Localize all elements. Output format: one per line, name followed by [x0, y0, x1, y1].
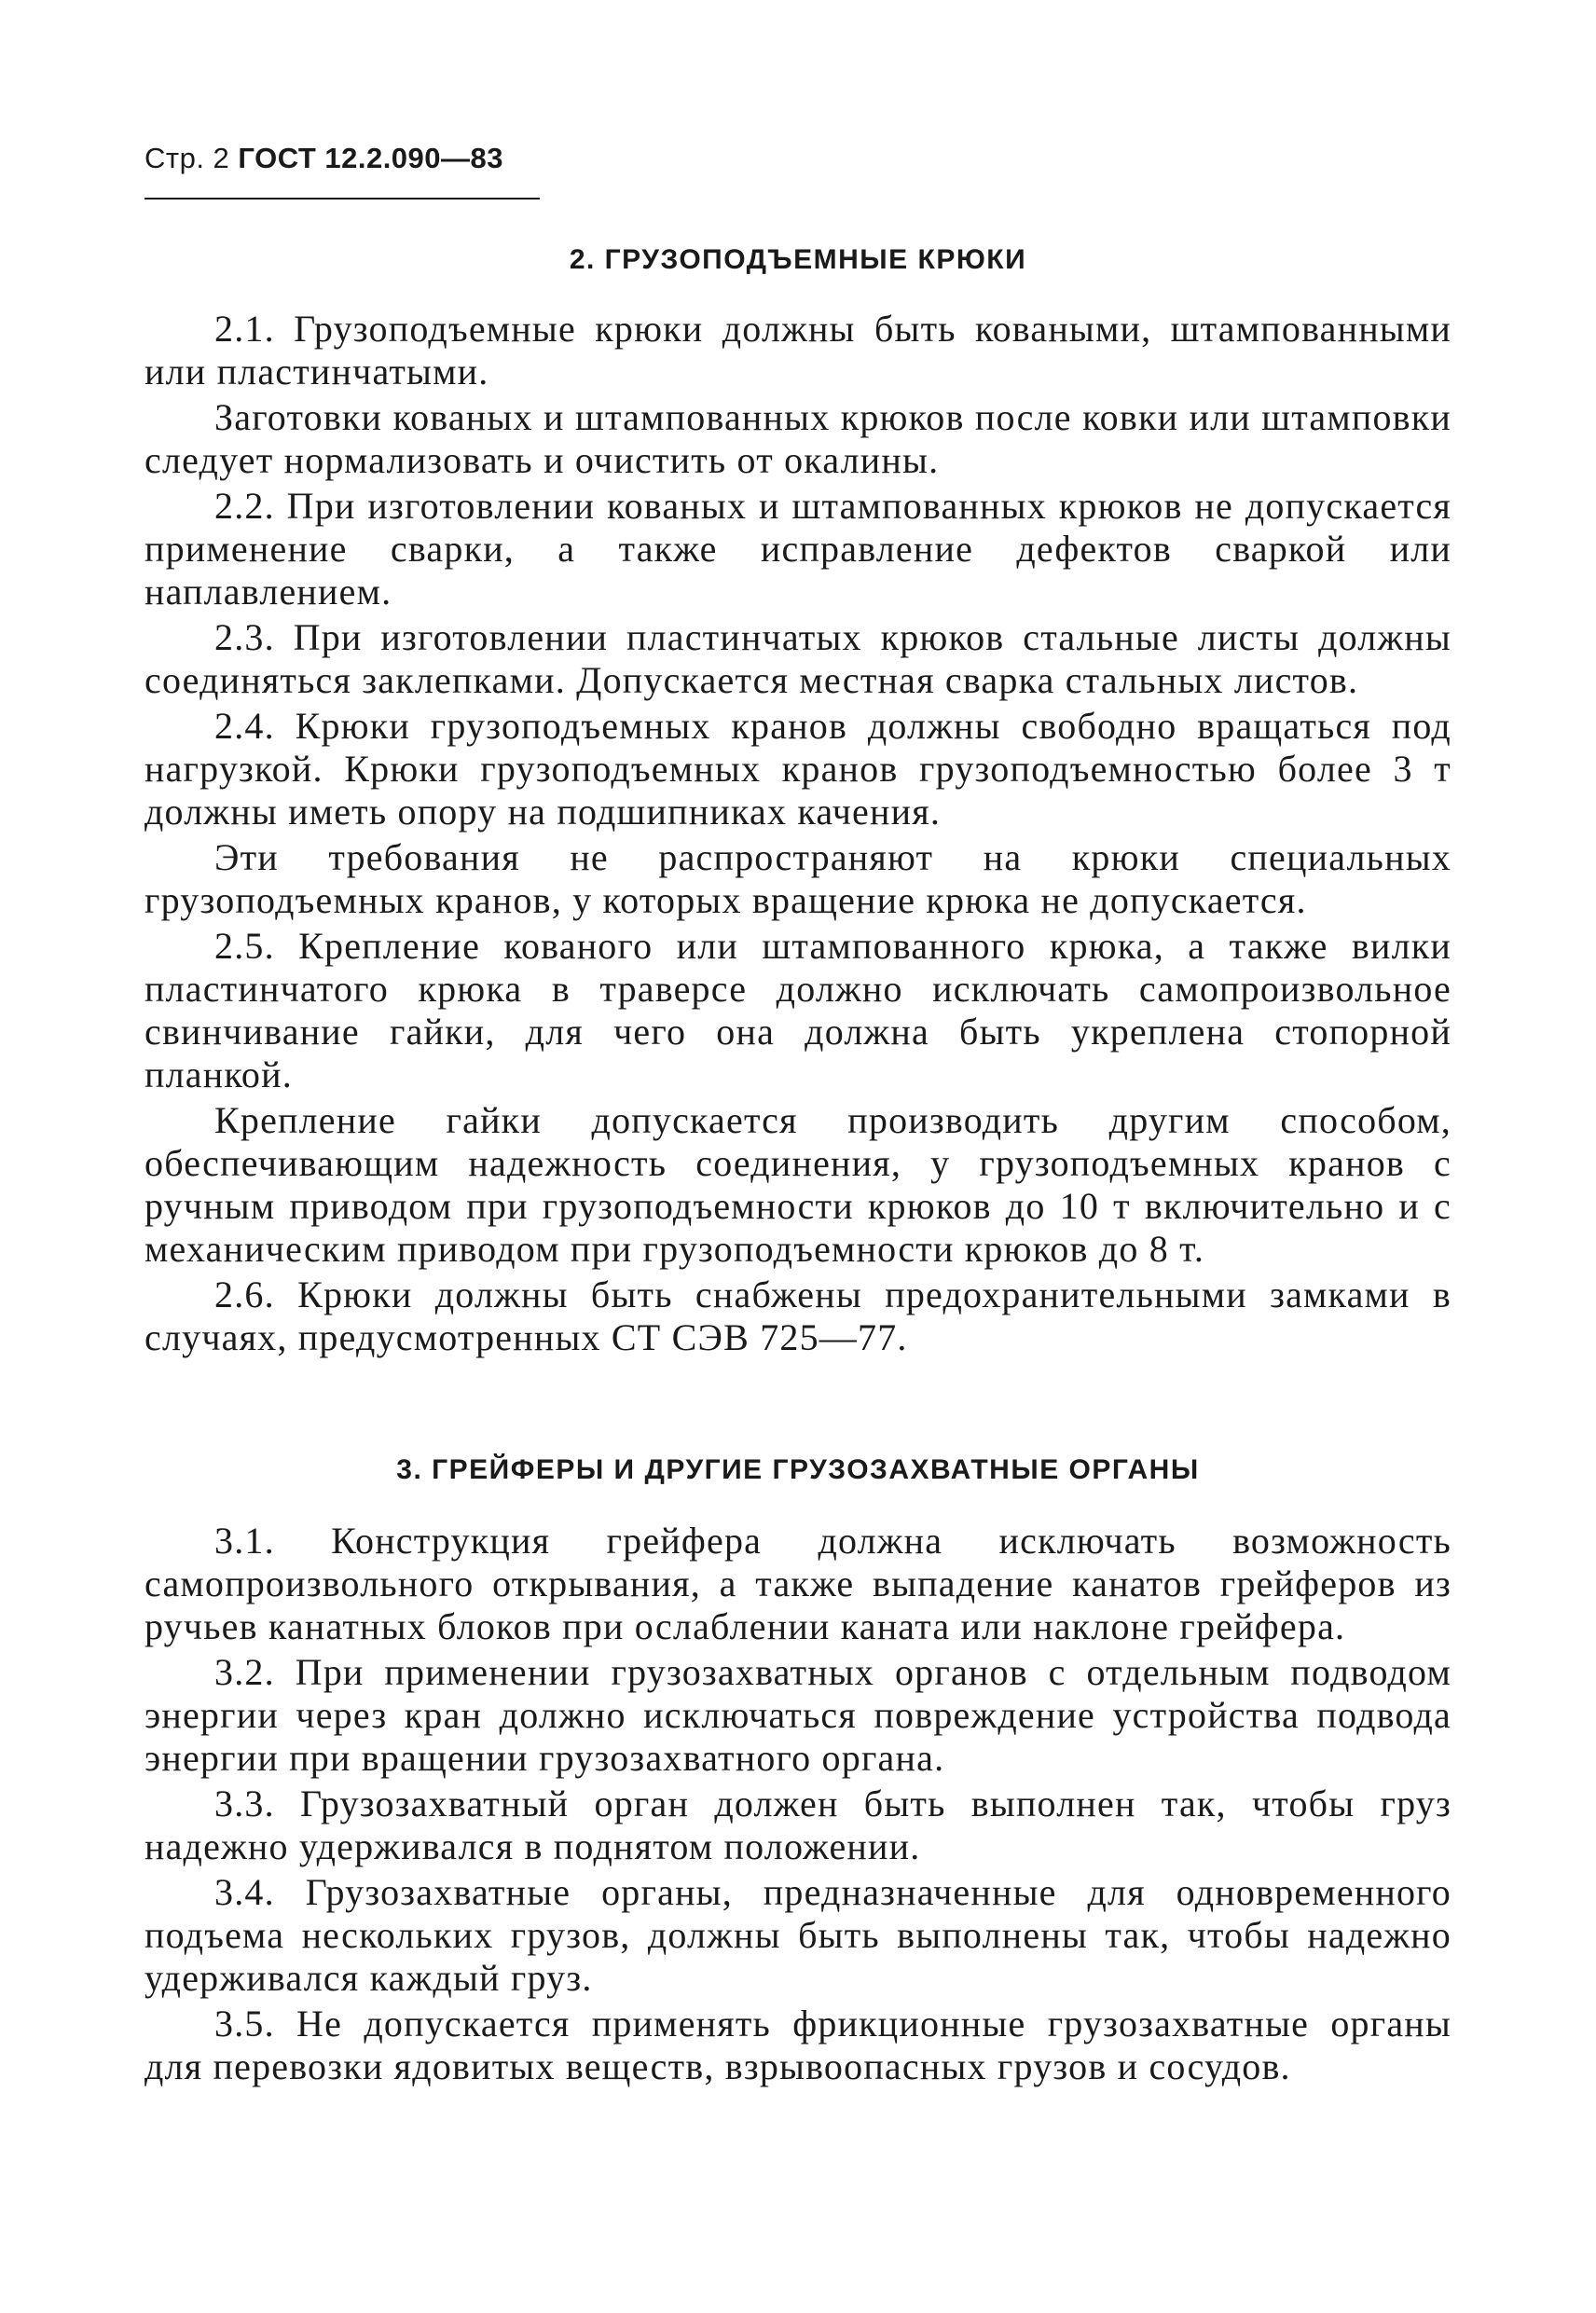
page-label: Стр. 2: [144, 142, 230, 174]
paragraph-3-3: 3.3. Грузозахватный орган должен быть выполнен так, чтобы груз надежно удерживался в поднятом положении.: [144, 1783, 1452, 1867]
running-header: [144, 142, 503, 175]
section-3-title: 3. ГРЕЙФЕРЫ И ДРУГИЕ ГРУЗОЗАХВАТНЫЕ ОРГАНЫ: [396, 1454, 1200, 1485]
section-3-body: [144, 1520, 1452, 2088]
standard-number: ГОСТ 12.2.090—83: [238, 142, 504, 174]
paragraph-2-1-cont: Заготовки кованых и штампованных крюков после ковки или штамповки следует нормализовать и очистить от окалины.: [144, 396, 1452, 481]
paragraph-3-1: 3.1. Конструкция грейфера должна исключать возможность самопроизвольного открывания, а также выпадение канатов грейферов из ручьев канатных блоков при ослаблении каната или наклоне грейфера.: [144, 1520, 1452, 1647]
paragraph-3-4: 3.4. Грузозахватные органы, предназначенные для одновременного подъема нескольких грузов, должны быть выполнены так, чтобы надежно удерживался каждый груз.: [144, 1871, 1452, 1999]
paragraph-2-4: 2.4. Крюки грузоподъемных кранов должны свободно вращаться под нагрузкой. Крюки грузоподъемных кранов грузоподъемностью более 3 т должны иметь опору на подшипниках качения.: [144, 705, 1452, 833]
paragraph-3-5: 3.5. Не допускается применять фрикционные грузозахватные органы для перевозки ядовитых веществ, взрывоопасных грузов и сосудов.: [144, 2003, 1452, 2087]
section-2-body: [144, 308, 1452, 1359]
paragraph-2-6: 2.6. Крюки должны быть снабжены предохранительными замками в случаях, предусмотренных СТ СЭВ 725—77.: [144, 1274, 1452, 1358]
paragraph-2-5: 2.5. Крепление кованого или штампованного крюка, а также вилки пластинчатого крюка в траверсе должно исключать самопроизвольное свинчивание гайки, для чего она должна быть укреплена стопорной планкой.: [144, 925, 1452, 1095]
paragraph-2-2: 2.2. При изготовлении кованых и штампованных крюков не допускается применение сварки, а также исправление дефектов сваркой или наплавлением.: [144, 485, 1452, 613]
paragraph-2-4-cont: Эти требования не распространяют на крюки специальных грузоподъемных кранов, у которых вращение крюка не допускается.: [144, 836, 1452, 921]
paragraph-2-1: 2.1. Грузоподъемные крюки должны быть коваными, штампованными или пластинчатыми.: [144, 308, 1452, 392]
paragraph-2-5-cont: Крепление гайки допускается производить другим способом, обеспечивающим надежность соединения, у грузоподъемных кранов с ручным приводом при грузоподъемности крюков до 10 т включительно и с механическим приводом при грузоподъемности крюков до 8 т.: [144, 1099, 1452, 1270]
header-rule: [144, 198, 540, 200]
section-2-title: 2. ГРУЗОПОДЪЕМНЫЕ КРЮКИ: [569, 244, 1027, 275]
paragraph-3-2: 3.2. При применении грузозахватных органов с отдельным подводом энергии через кран должно исключаться повреждение устройства подвода энергии при вращении грузозахватного органа.: [144, 1651, 1452, 1779]
paragraph-2-3: 2.3. При изготовлении пластинчатых крюков стальные листы должны соединяться заклепками. Допускается местная сварка стальных листов.: [144, 616, 1452, 701]
